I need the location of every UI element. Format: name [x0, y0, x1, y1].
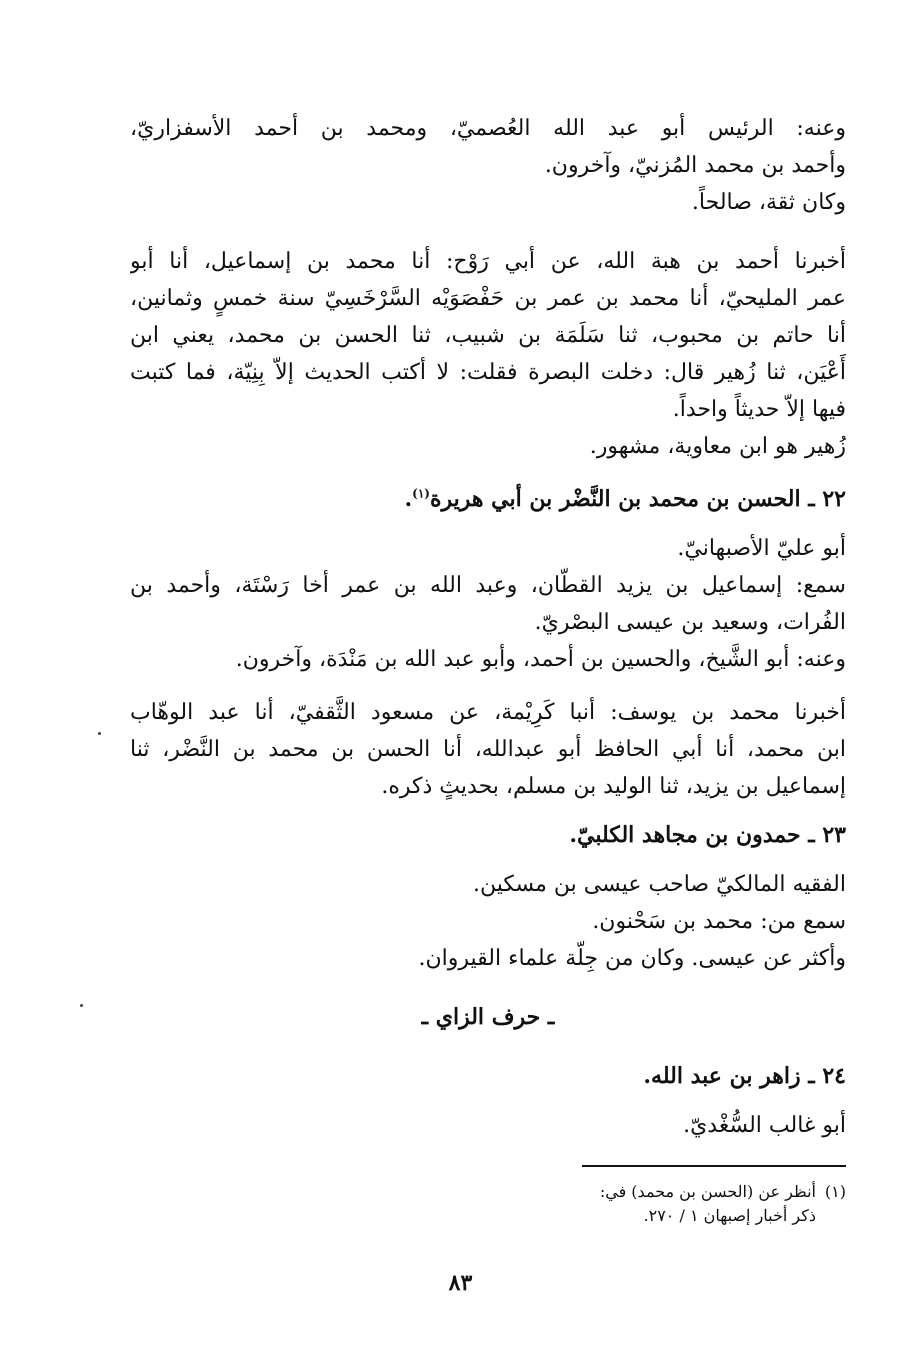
section-heading: ـ حرف الزاي ـ	[421, 1004, 555, 1030]
text-line: وعنه: أبو الشَّيخ، والحسين بن أحمد، وأبو عبد الله بن مَنْدَة، وآخرون.	[235, 647, 846, 672]
text-line: الفقيه المالكيّ صاحب عيسى بن مسكين.	[472, 872, 846, 897]
footnote-text: ذكر أخبار إصبهان ١ / ٢٧٠.	[643, 1206, 816, 1225]
text-line: وأحمد بن محمد المُزنيّ، وآخرون.	[544, 153, 846, 178]
page-number: ٨٣	[448, 1270, 473, 1296]
text-line: وأكثر عن عيسى. وكان من جِلّة علماء القيروان.	[418, 946, 846, 971]
entry-title-period: .	[404, 486, 413, 512]
entry-title: ٢٢ ـ الحسن بن محمد بن النَّضْر بن أبي هريرة	[429, 486, 846, 512]
entry-heading-24: ٢٤ ـ زاهر بن عبد الله.	[643, 1063, 846, 1089]
text-line: أنا حاتم بن محبوب، ثنا سَلَمَة بن شبيب، ثنا الحسن بن محمد، يعني ابن	[130, 323, 846, 348]
text-line: أخبرنا محمد بن يوسف: أنبا كَرِيْمة، عن مسعود الثَّقفيّ، أنا عبد الوهّاب	[130, 700, 846, 725]
entry-heading-23: ٢٣ ـ حمدون بن مجاهد الكلبيّ.	[569, 822, 846, 848]
footnote-text: أنظر عن (الحسن بن محمد) في:	[599, 1182, 816, 1201]
page-body	[130, 110, 846, 1144]
text-line: زُهير هو ابن معاوية، مشهور.	[589, 434, 846, 459]
footnote-marker: (١)	[412, 486, 430, 501]
scan-speck	[98, 732, 101, 735]
text-line: إسماعيل بن يزيد، ثنا الوليد بن مسلم، بحديثٍ ذكره.	[381, 774, 846, 799]
footnote	[560, 1180, 846, 1228]
text-line: أبو غالب السُّغْديّ.	[683, 1113, 846, 1138]
text-line: أبو عليّ الأصبهانيّ.	[677, 536, 846, 561]
text-line: سمع من: محمد بن سَحْنون.	[592, 909, 846, 934]
scan-speck	[80, 1004, 83, 1007]
text-line: فيها إلاّ حديثاً واحداً.	[672, 397, 846, 422]
text-line: عمر المليحيّ، أنا محمد بن عمر بن حَفْصَوَيْه السَّرْخَسِيّ سنة خمسٍ وثمانين،	[130, 286, 846, 311]
text-line: أَعْيَن، ثنا زُهير قال: دخلت البصرة فقلت: لا أكتب الحديث إلاّ بِنِيّة، فما كتبت	[130, 360, 846, 385]
text-line: وكان ثقة، صالحاً.	[691, 190, 846, 215]
text-line: وعنه: الرئيس أبو عبد الله العُصميّ، ومحمد بن أحمد الأسفزاريّ،	[130, 116, 846, 141]
text-line: الفُرات، وسعيد بن عيسى البصْريّ.	[534, 610, 846, 635]
text-line: أخبرنا أحمد بن هبة الله، عن أبي رَوْح: أنا محمد بن إسماعيل، أنا أبو	[130, 249, 846, 274]
footnote-number: (١)	[824, 1182, 846, 1201]
footnote-divider	[582, 1165, 846, 1167]
text-line: سمع: إسماعيل بن يزيد القطّان، وعبد الله بن عمر أخا رَسْتَة، وأحمد بن	[130, 573, 846, 598]
entry-heading-22	[130, 481, 846, 518]
text-line: ابن محمد، أنا أبي الحافظ أبو عبدالله، أنا الحسن بن محمد بن النَّضْر، ثنا	[130, 737, 846, 762]
